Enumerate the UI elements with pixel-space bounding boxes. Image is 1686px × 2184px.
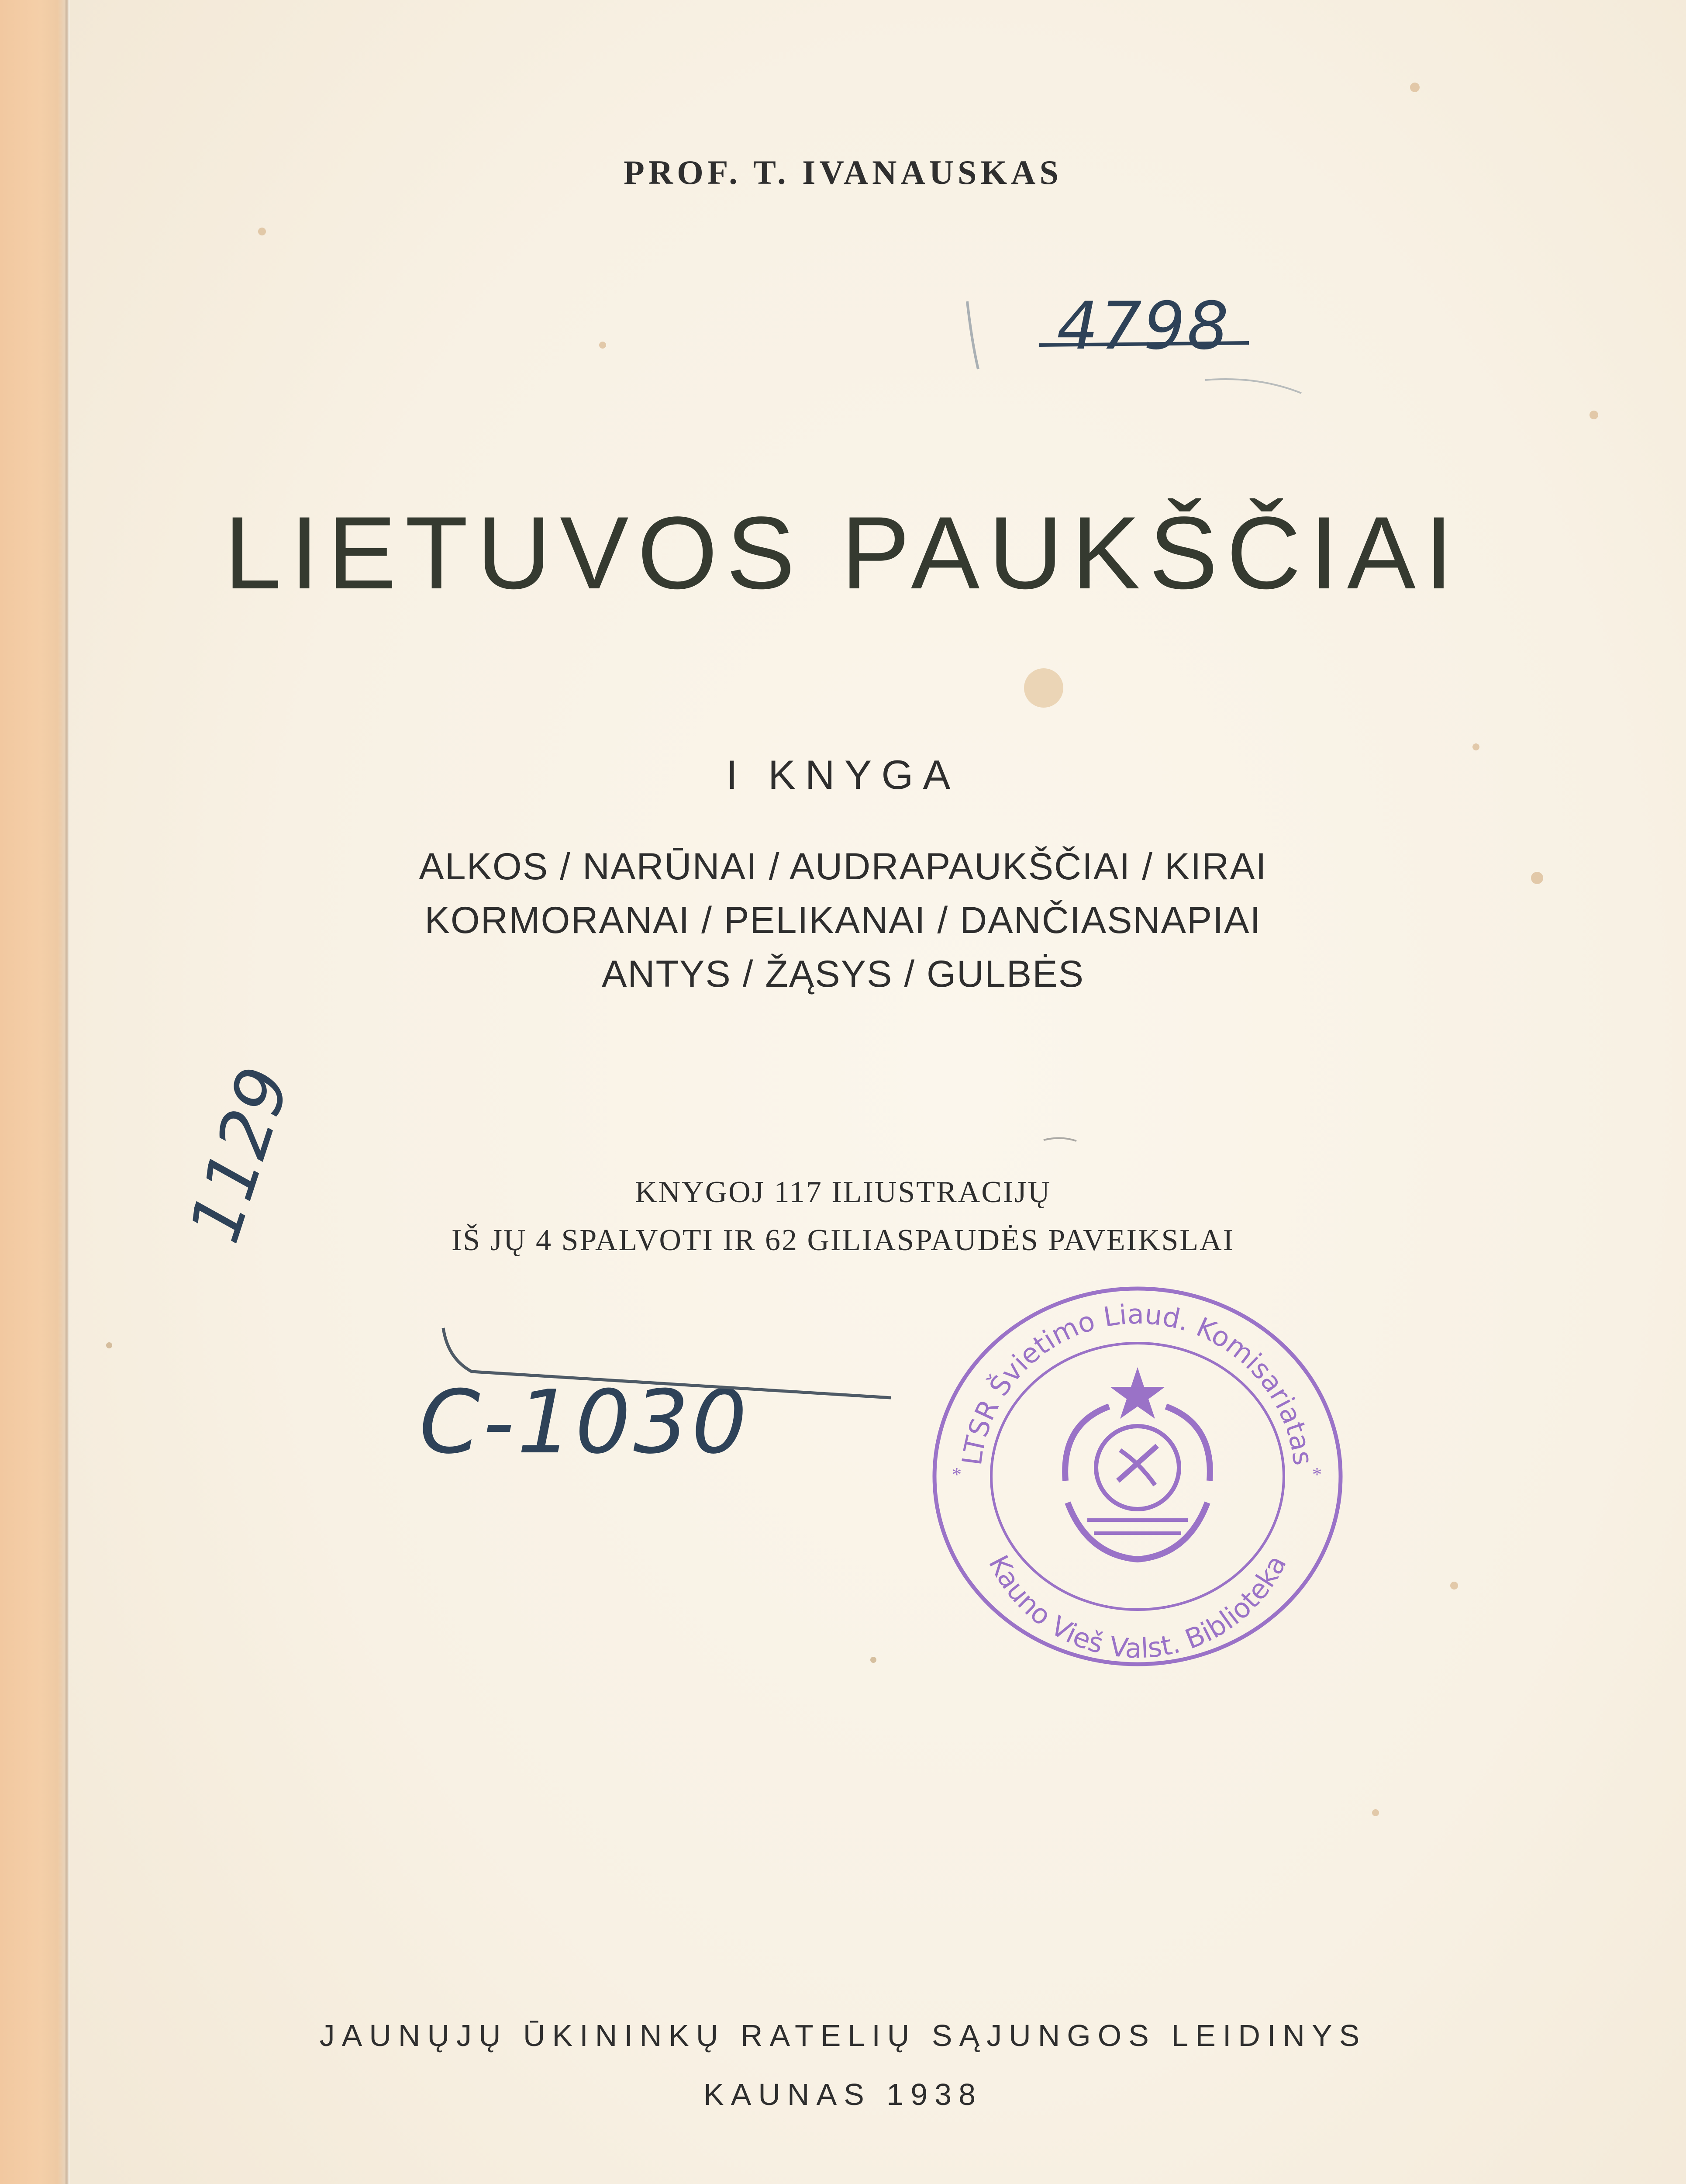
library-stamp: [921, 1275, 1354, 1669]
contents-line: ALKOS / NARŪNAI / AUDRAPAUKŠČIAI / KIRAI: [419, 846, 1267, 888]
contents-line: ANTYS / ŽĄSYS / GULBĖS: [602, 953, 1084, 995]
soviet-emblem-icon: [1065, 1367, 1210, 1559]
illustrations-note: KNYGOJ 117 ILIUSTRACIJŲ: [634, 1175, 1052, 1209]
handwritten-inventory-number: 4798: [1057, 288, 1231, 364]
spine-shadow: [66, 0, 70, 2184]
handwritten-catalog-number: C-1030: [419, 1372, 750, 1473]
illustrations-note: IŠ JŲ 4 SPALVOTI IR 62 GILIASPAUDĖS PAVEIKSLAI: [451, 1223, 1235, 1257]
stamp-text-top: LTSR Švietimo Liaud. Komisariatas: [955, 1298, 1320, 1467]
svg-text:*: *: [952, 1464, 962, 1485]
book-spine-edge: [0, 0, 68, 2184]
author-name: PROF. T. IVANAUSKAS: [624, 153, 1062, 191]
svg-text:*: *: [1312, 1464, 1322, 1485]
stamp-text-bottom: Kauno Vieš Valst. Biblioteka: [982, 1550, 1293, 1665]
book-title: LIETUVOS PAUKŠČIAI: [224, 495, 1462, 611]
contents-line: KORMORANAI / PELIKANAI / DANČIASNAPIAI: [424, 899, 1262, 941]
publisher-line: JAUNŲJŲ ŪKININKŲ RATELIŲ SĄJUNGOS LEIDINYS: [319, 2018, 1367, 2053]
place-and-year: KAUNAS 1938: [703, 2077, 983, 2111]
title-page: [70, 0, 1686, 2184]
volume-label: I KNYGA: [726, 752, 960, 798]
handwritten-side-number: 1129: [173, 1057, 306, 1252]
